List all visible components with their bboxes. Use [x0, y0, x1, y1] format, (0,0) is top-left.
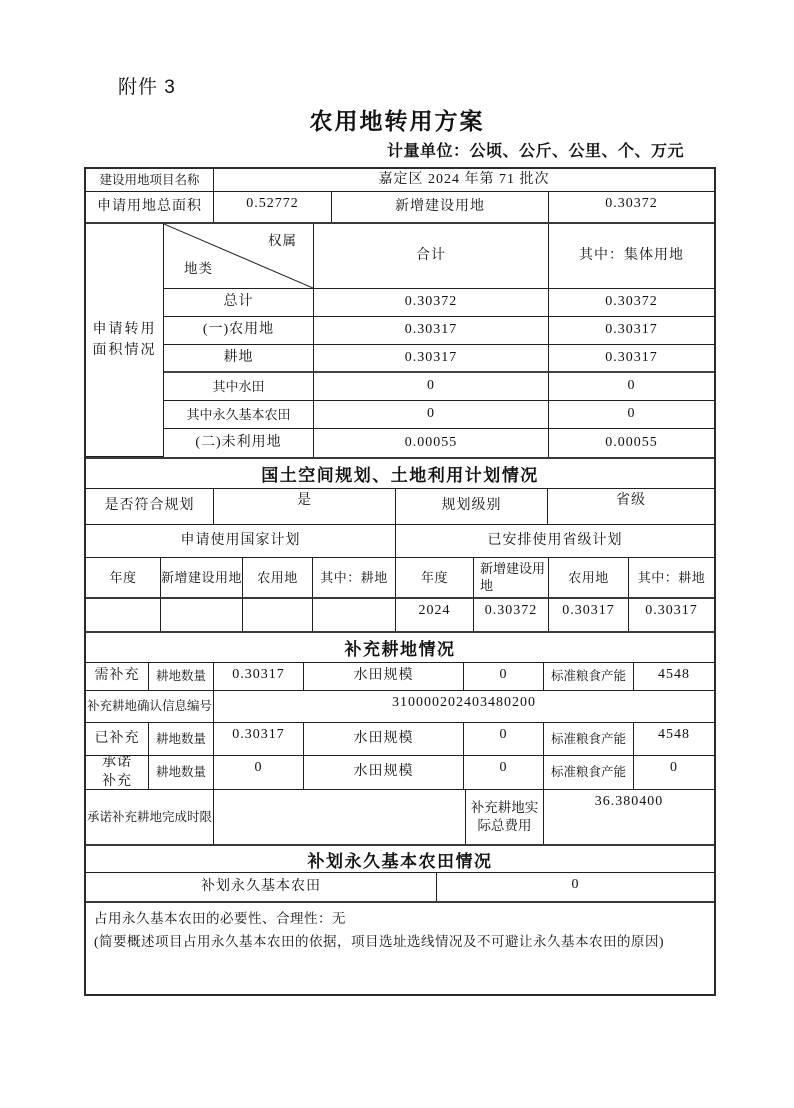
transfer-row-collective: 0.00055: [605, 434, 658, 450]
promise-qty-label: 耕地数量: [149, 756, 214, 789]
plan-data-newbuild: 0.30372: [474, 599, 549, 631]
transfer-row-collective: 0.30317: [549, 345, 714, 373]
transfer-row-total: 0: [314, 401, 549, 429]
transfer-row-collective: 0: [549, 401, 714, 429]
conform-value: 是: [214, 489, 396, 524]
plan-colheader-row: [86, 558, 714, 599]
done-qty-label: 耕地数量: [149, 723, 214, 755]
colheader-cultivated-left: 其中：耕地: [313, 558, 396, 597]
transfer-row-total: 0.30372: [314, 289, 549, 317]
total-area-label: 申请用地总面积: [86, 192, 214, 222]
project-name-value: 嘉定区 2024 年第 71 批次: [378, 171, 550, 187]
confirm-value: 310000202403480200: [392, 695, 536, 710]
conform-label: 是否符合规划: [86, 489, 214, 524]
colheader-newbuild-left: 新增建设用地: [161, 558, 243, 597]
colheader-year-right: 年度: [396, 558, 474, 597]
transfer-row-label: 其中水田: [164, 373, 314, 401]
national-plan-label: 申请使用国家计划: [86, 525, 396, 557]
transfer-row-label: 其中永久基本农田: [164, 401, 314, 429]
transfer-row-total: 0.30317: [314, 345, 549, 373]
transfer-row-label: (二)未利用地: [164, 429, 314, 457]
attachment-label: 附件 3: [118, 77, 176, 98]
farmland-note-line1: 占用永久基本农田的必要性、合理性：无: [94, 911, 346, 926]
colheader-year-left: 年度: [86, 558, 161, 597]
total-area-value: 0.52772: [214, 192, 332, 222]
farmland-section-header-row: [86, 846, 714, 873]
plan-data-agri-left-empty: [243, 599, 313, 631]
project-name-label: 建设用地项目名称: [86, 169, 214, 191]
transfer-row-total: 0.30317: [314, 317, 549, 345]
need-qty-value: 0.30317: [214, 663, 304, 690]
need-grain-label: 标准粮食产能: [544, 663, 634, 690]
transfer-section-label: 申请转用面积情况: [86, 224, 164, 457]
promise-name-text: 承诺补充: [102, 756, 132, 789]
promise-paddy-label: 水田规模: [304, 756, 464, 789]
promise-paddy-value: 0: [464, 756, 544, 789]
transfer-row-label: 耕地: [164, 345, 314, 373]
transfer-row-label: 总计: [164, 289, 314, 317]
farmland-replan-row: [86, 873, 714, 903]
need-grain-value: 4548: [658, 667, 690, 682]
plan-data-agri: 0.30317: [549, 599, 629, 631]
provincial-plan-label: 已安排使用省级计划: [487, 532, 623, 548]
replan-label: 补划永久基本农田: [86, 873, 437, 901]
transfer-row-collective: 0.30372: [549, 289, 714, 317]
col-total-header: 合计: [314, 224, 549, 289]
promise-grain-label: 标准粮食产能: [544, 756, 634, 789]
cost-value: 36.380400: [594, 794, 664, 809]
need-name: 需补充: [86, 663, 149, 690]
replan-value: 0: [571, 877, 580, 892]
done-supplement-row: [86, 723, 714, 756]
farmland-note-row: [86, 903, 714, 994]
total-area-row: [86, 192, 714, 224]
deadline-cost-row: [86, 790, 714, 846]
done-qty-value: 0.30317: [214, 723, 304, 755]
plan-halves-row: [86, 525, 714, 558]
need-paddy-label: 水田规模: [304, 663, 464, 690]
promise-name: [86, 756, 149, 789]
plan-level-label: 规划级别: [396, 489, 548, 524]
plan-data-year-left-empty: [86, 599, 161, 631]
transfer-row-total: 0: [314, 373, 549, 401]
supplement-section-header: 补充耕地情况: [344, 640, 456, 659]
plan-data-newbuild-left-empty: [161, 599, 243, 631]
promise-grain-value: 0: [670, 760, 678, 775]
promise-supplement-row: [86, 756, 714, 790]
transfer-row-collective: 0.30317: [549, 317, 714, 345]
diagonal-header-cell: [164, 224, 314, 289]
transfer-row-total: 0.00055: [314, 429, 549, 457]
plan-data-cultivated: 0.30317: [645, 603, 698, 618]
plan-data-cultivated-left-empty: [313, 599, 396, 631]
unit-note: 计量单位：公顷、公斤、公里、个、万元: [386, 143, 684, 160]
deadline-value-empty: [214, 790, 466, 844]
planning-section-header-row: [86, 459, 714, 489]
farmland-section-header: 补划永久基本农田情况: [307, 851, 493, 871]
planning-section-header: 国土空间规划、土地利用计划情况: [261, 466, 539, 485]
colheader-agri-right: 农用地: [549, 558, 629, 597]
plan-data-year: 2024: [396, 599, 474, 631]
done-grain-value: 4548: [658, 727, 690, 742]
project-name-row: [86, 169, 714, 192]
plan-data-row: [86, 599, 714, 633]
conform-row: [86, 489, 714, 525]
done-paddy-value: 0: [464, 723, 544, 755]
cost-label: 补充耕地实际总费用: [466, 790, 544, 844]
done-paddy-label: 水田规模: [304, 723, 464, 755]
done-name: 已补充: [86, 723, 149, 755]
form-table: [84, 167, 716, 996]
new-build-value: 0.30372: [605, 196, 658, 211]
done-grain-label: 标准粮食产能: [544, 723, 634, 755]
need-qty-label: 耕地数量: [149, 663, 214, 690]
confirm-number-row: [86, 691, 714, 723]
new-build-label: 新增建设用地: [332, 192, 549, 222]
diag-ownership-label: 权属: [268, 233, 297, 248]
colheader-cultivated-right: 其中：耕地: [637, 569, 706, 585]
colheader-agri-left: 农用地: [243, 558, 313, 597]
transfer-section: [86, 224, 714, 459]
farmland-note: [86, 903, 714, 994]
col-collective-header: 其中：集体用地: [549, 224, 714, 289]
deadline-label: 承诺补充耕地完成时限: [86, 790, 214, 844]
diag-landtype-label: 地类: [184, 260, 213, 276]
confirm-label: 补充耕地确认信息编号: [86, 691, 214, 722]
colheader-newbuild-right: 新增建设用地: [474, 558, 549, 597]
promise-qty-value: 0: [214, 756, 304, 789]
page-title: 农用地转用方案: [309, 108, 485, 134]
need-paddy-value: 0: [464, 663, 544, 690]
plan-level-value: 省级: [616, 493, 646, 508]
transfer-row-collective: 0: [549, 373, 714, 401]
transfer-row-label: (一)农用地: [164, 317, 314, 345]
supplement-section-header-row: [86, 633, 714, 663]
farmland-note-line2: (简要概述项目占用永久基本农田的依据，项目选址选线情况及不可避让永久基本农田的原因): [94, 933, 664, 949]
need-supplement-row: [86, 663, 714, 691]
